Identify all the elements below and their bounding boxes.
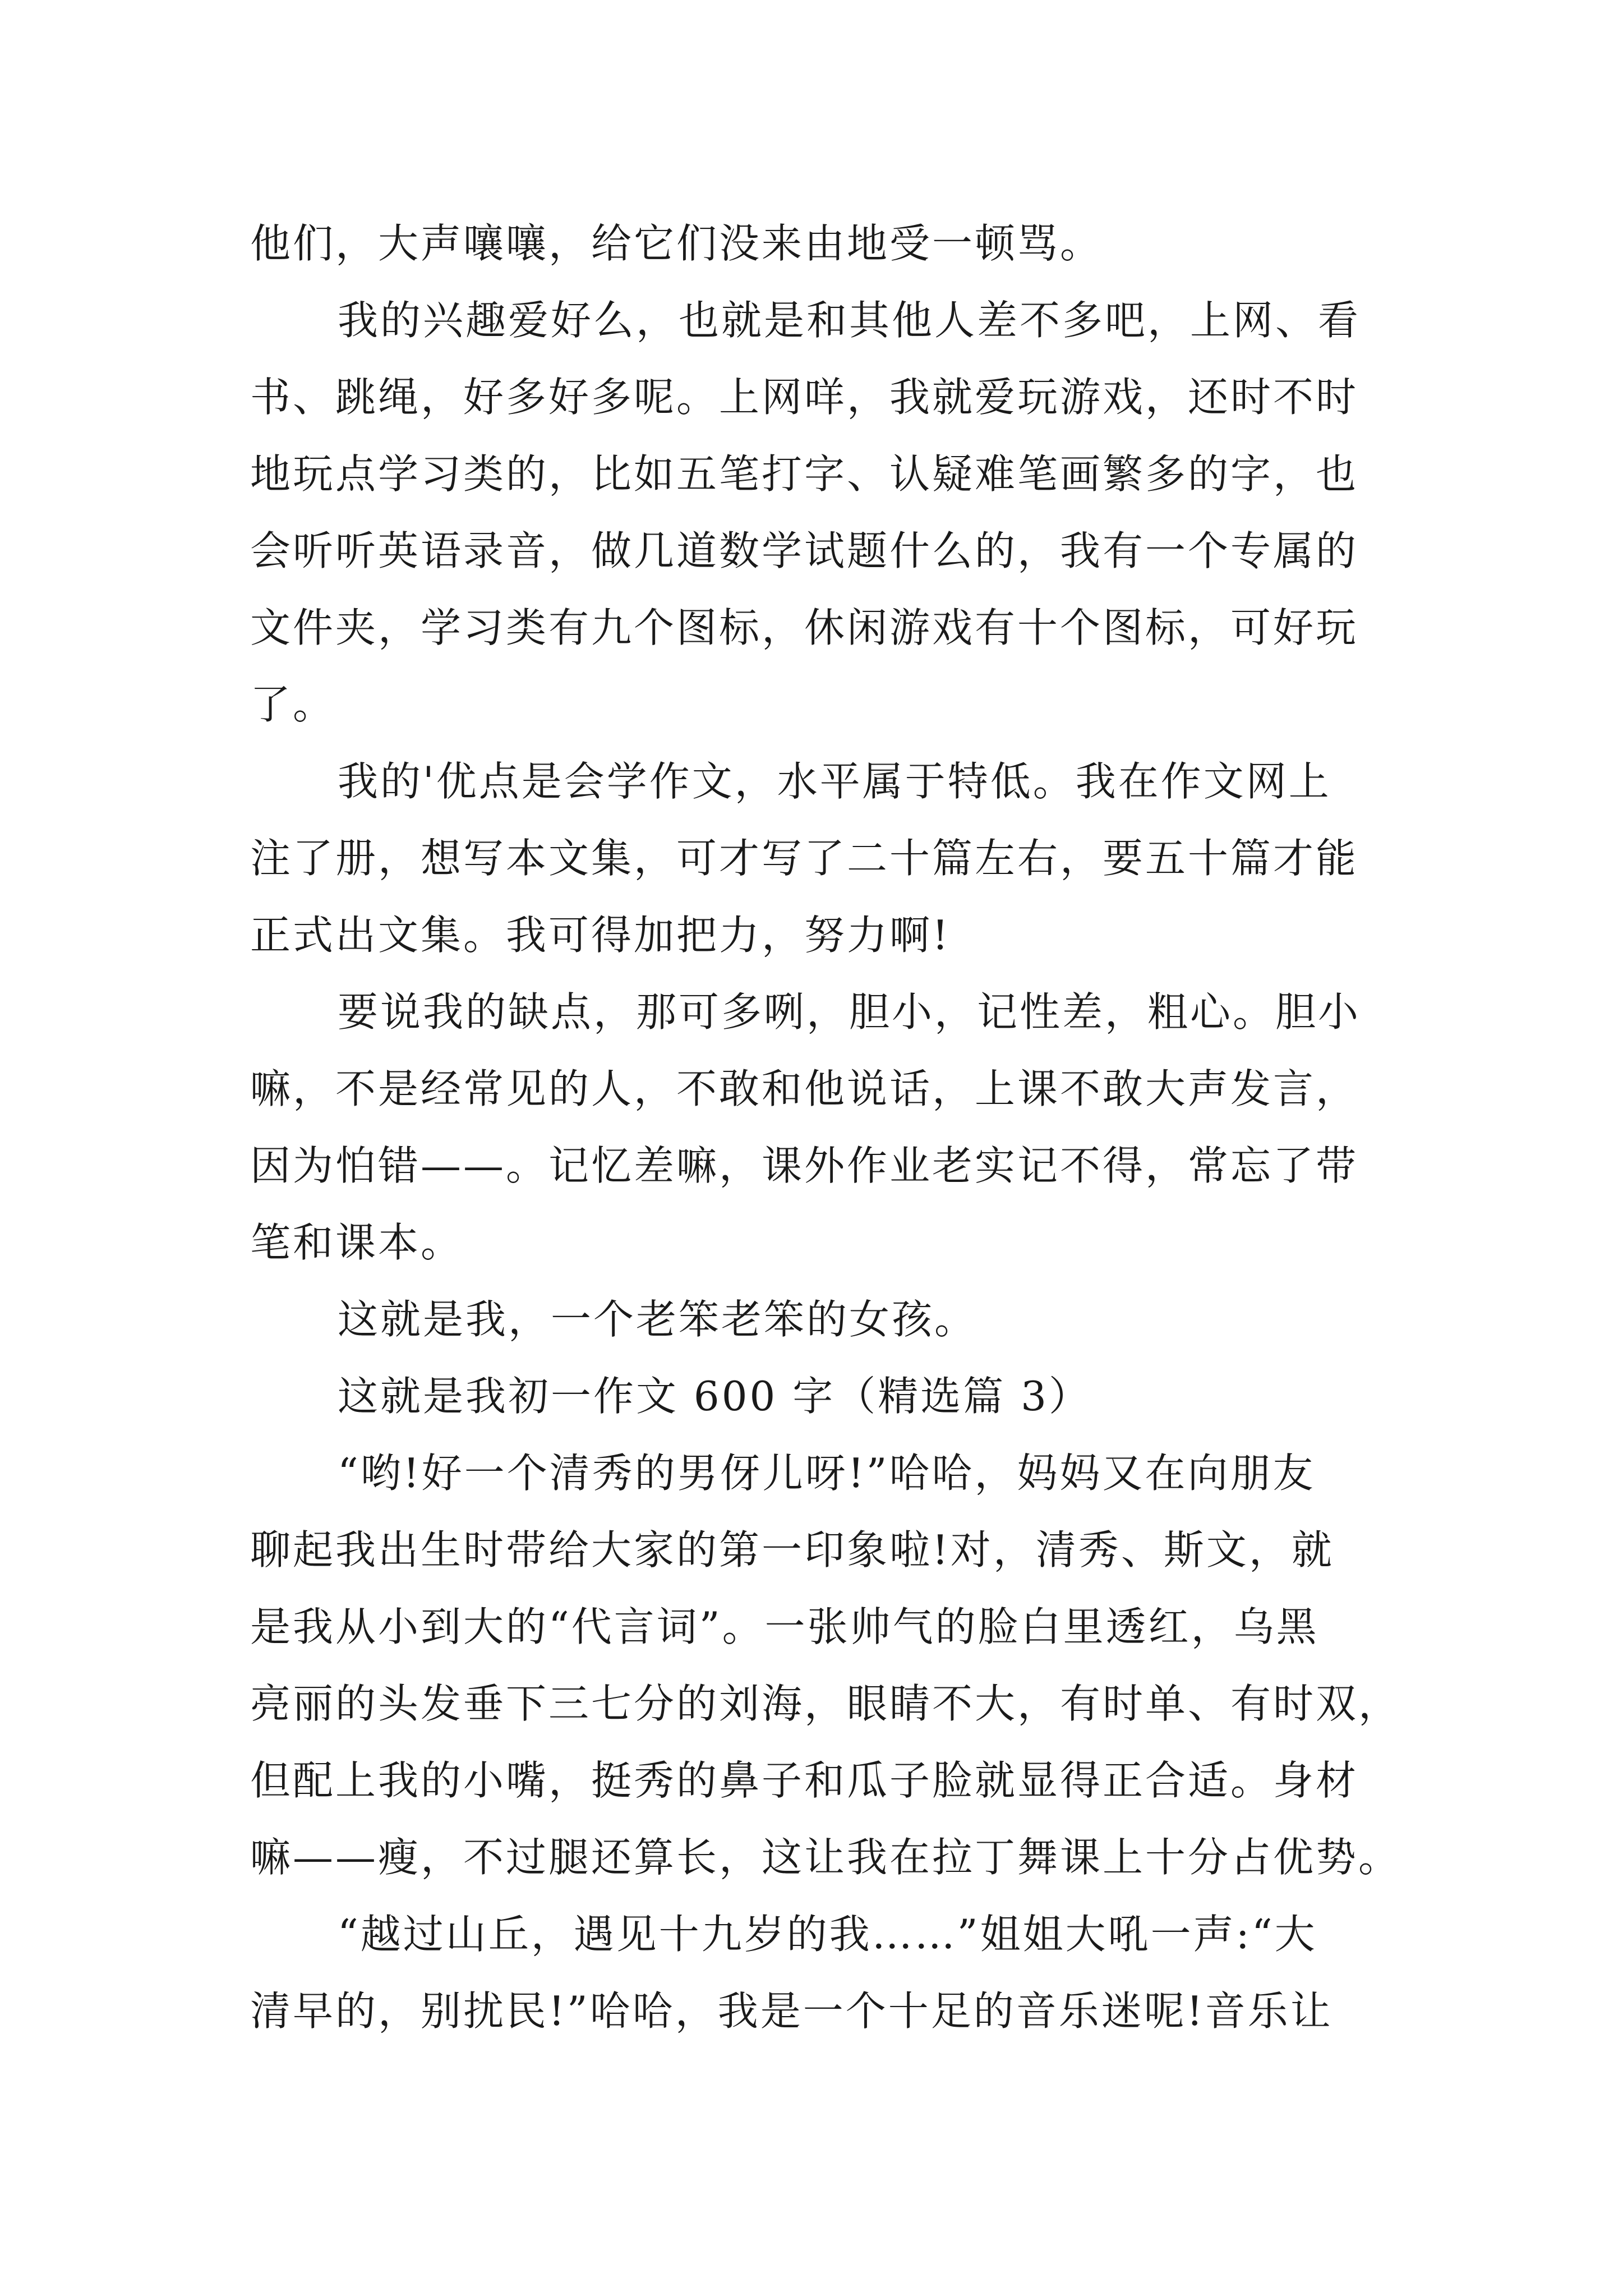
text-line: 注了册，想写本文集，可才写了二十篇左右，要五十篇才能 [250, 835, 1359, 882]
text-line: “越过山丘，遇见十九岁的我……”姐姐大吼一声:“大 [338, 1911, 1317, 1958]
text-line: 书、跳绳，好多好多呢。上网咩，我就爱玩游戏，还时不时 [250, 374, 1359, 421]
text-line: 聊起我出生时带给大家的第一印象啦!对，清秀、斯文，就 [250, 1526, 1334, 1573]
text-line: 正式出文集。我可得加把力，努力啊! [250, 912, 951, 959]
text-line: 这就是我，一个老笨老笨的女孩。 [338, 1296, 978, 1343]
text-line: 是我从小到大的“代言词”。一张帅气的脸白里透红，乌黑 [250, 1603, 1319, 1650]
text-line: 但配上我的小嘴，挺秀的鼻子和瓜子脸就显得正合适。身材 [250, 1757, 1359, 1804]
text-line: 会听听英语录音，做几道数学试题什么的，我有一个专属的 [250, 527, 1359, 574]
document-body [250, 205, 1400, 2050]
text-line: 笔和课本。 [250, 1219, 464, 1266]
section-heading: 这就是我初一作文 600 字（精选篇 3） [338, 1373, 1091, 1420]
text-line: 亮丽的头发垂下三七分的刘海，眼睛不大，有时单、有时双， [250, 1680, 1401, 1727]
text-line: 了。 [250, 681, 336, 728]
text-line: “哟!好一个清秀的男伢儿呀!”哈哈，妈妈又在向朋友 [338, 1450, 1316, 1497]
text-line: 他们，大声嚷嚷，给它们没来由地受一顿骂。 [250, 220, 1103, 267]
text-line: 我的'优点是会学作文，水平属于特低。我在作文网上 [338, 758, 1331, 805]
text-line: 嘛，不是经常见的人，不敢和他说话，上课不敢大声发言， [250, 1065, 1359, 1112]
text-line: 文件夹，学习类有九个图标，休闲游戏有十个图标，可好玩 [250, 604, 1359, 651]
text-line: 清早的，别扰民!”哈哈，我是一个十足的音乐迷呢!音乐让 [250, 1987, 1333, 2035]
text-line: 地玩点学习类的，比如五笔打字、认疑难笔画繁多的字，也 [250, 450, 1359, 498]
text-line: 嘛——瘦，不过腿还算长，这让我在拉丁舞课上十分占优势。 [250, 1834, 1401, 1881]
text-line: 因为怕错——。记忆差嘛，课外作业老实记不得，常忘了带 [250, 1142, 1359, 1189]
text-line: 要说我的缺点，那可多咧，胆小，记性差，粗心。胆小 [338, 988, 1361, 1036]
text-line: 我的兴趣爱好么，也就是和其他人差不多吧，上网、看 [338, 297, 1361, 344]
